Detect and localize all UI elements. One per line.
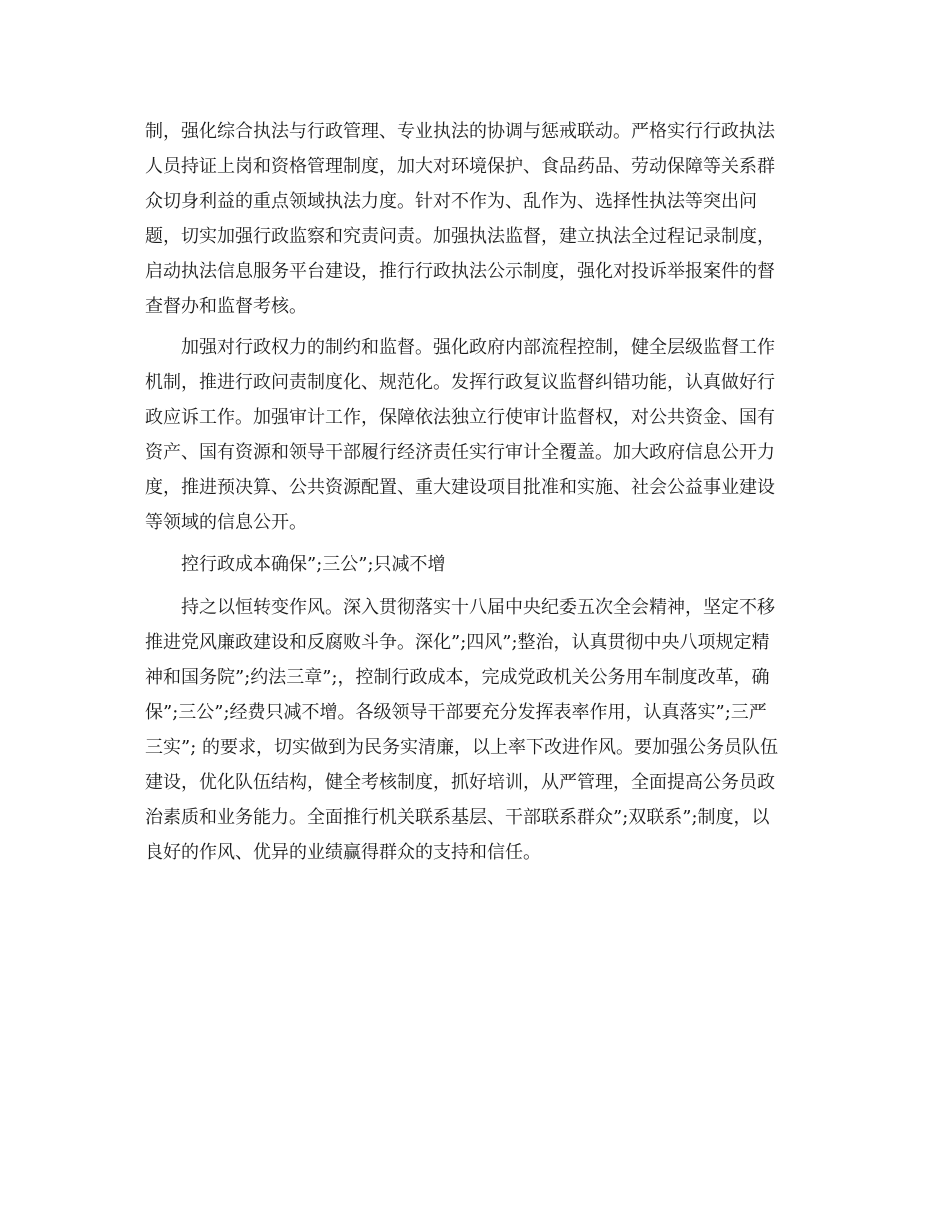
text-line: 制，强化综合执法与行政管理、专业执法的协调与惩戒联动。严格实行行政执法: [145, 121, 775, 142]
text-line: 机制，推进行政问责制度化、规范化。发挥行政复议监督纠错功能，认真做好行: [145, 372, 775, 393]
document-body: [145, 114, 805, 876]
text-line: 建设，优化队伍结构，健全考核制度，抓好培训，从严管理，全面提高公务员政: [145, 772, 775, 793]
text-line: 众切身利益的重点领域执法力度。针对不作为、乱作为、选择性执法等突出问: [145, 191, 757, 212]
text-line: 持之以恒转变作风。深入贯彻落实十八届中央纪委五次全会精神，坚定不移: [145, 597, 775, 618]
text-line: 神和国务院”;约法三章”;，控制行政成本，完成党政机关公务用车制度改革，确: [145, 667, 770, 688]
paragraph-law-enforcement: [145, 114, 805, 324]
text-line: 度，推进预决算、公共资源配置、重大建设项目批准和实施、社会公益事业建设: [145, 477, 775, 498]
text-line: 人员持证上岗和资格管理制度，加大对环境保护、食品药品、劳动保障等关系群: [145, 156, 775, 177]
text-line: 查督办和监督考核。: [145, 296, 307, 317]
text-line: 等领域的信息公开。: [145, 512, 307, 533]
text-line: 题，切实加强行政监察和究责问责。加强执法监督，建立执法全过程记录制度，: [145, 226, 775, 247]
text-line: 政应诉工作。加强审计工作，保障依法独立行使审计监督权，对公共资金、国有: [145, 407, 775, 428]
text-line: 保”;三公”;经费只减不增。各级领导干部要充分发挥表率作用，认真落实”;三严: [145, 702, 767, 723]
text-line: 良好的作风、优异的业绩赢得群众的支持和信任。: [145, 842, 541, 863]
section-heading: [145, 546, 805, 584]
paragraph-power-supervision: [145, 330, 805, 540]
text-line: 推进党风廉政建设和反腐败斗争。深化”;四风”;整治，认真贯彻中央八项规定精: [145, 632, 770, 653]
heading-line: 控行政成本确保”;三公”;只减不增: [145, 554, 446, 575]
text-line: 加强对行政权力的制约和监督。强化政府内部流程控制，健全层级监督工作: [145, 337, 775, 358]
text-line: 启动执法信息服务平台建设，推行行政执法公示制度，强化对投诉举报案件的督: [145, 261, 775, 282]
text-line: 治素质和业务能力。全面推行机关联系基层、干部联系群众”;双联系”;制度，以: [145, 807, 770, 828]
text-line: 资产、国有资源和领导干部履行经济责任实行审计全覆盖。加大政府信息公开力: [145, 442, 775, 463]
text-line: 三实”; 的要求，切实做到为民务实清廉，以上率下改进作风。要加强公务员队伍: [145, 737, 778, 758]
paragraph-work-style: [145, 590, 805, 870]
